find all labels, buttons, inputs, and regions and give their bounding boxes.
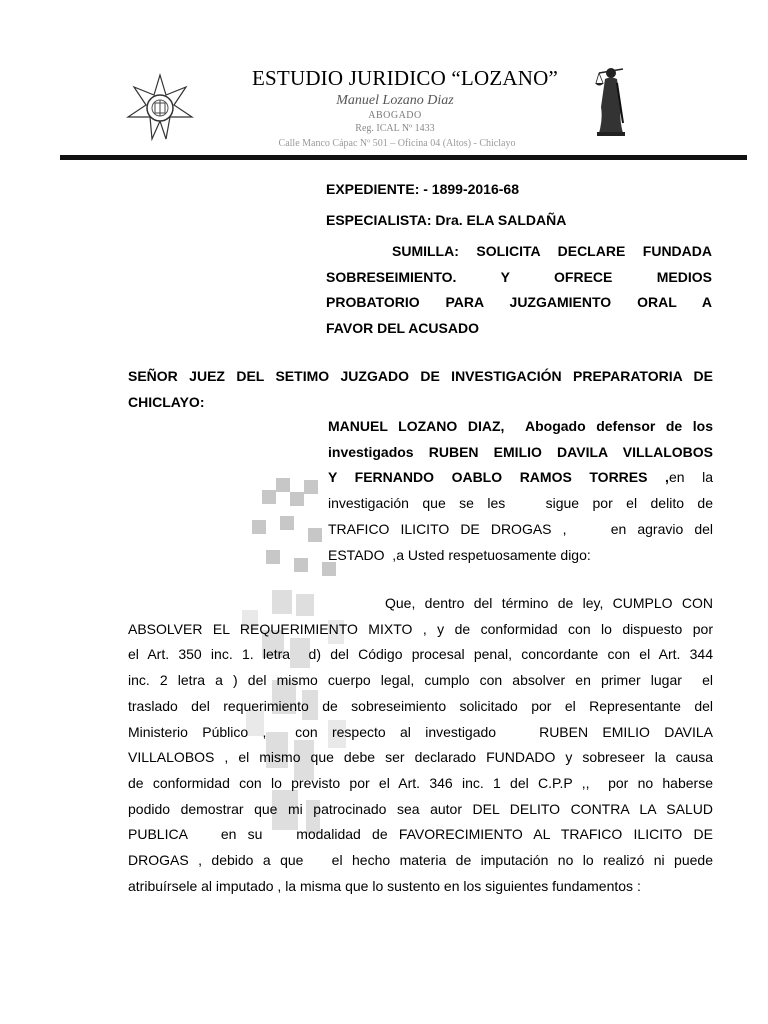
sumilla-line: FAVOR DEL ACUSADO xyxy=(326,319,479,336)
body-line: podido demostrar que mi patrocinado sea autor DEL DELITO CONTRA LA SALUD xyxy=(128,800,713,817)
intro-line xyxy=(328,440,713,466)
lady-justice-icon xyxy=(593,63,629,137)
intro-bold: investigados RUBEN EMILIO DAVILA VILLALOBOS xyxy=(328,443,713,460)
sumilla-line: SOBRESEIMIENTO. Y OFRECE MEDIOS xyxy=(326,268,712,285)
body-line: Ministerio Público , con respecto al investigado RUBEN EMILIO DAVILA xyxy=(128,723,713,740)
firm-name: ESTUDIO JURIDICO “LOZANO” xyxy=(252,66,558,90)
addressee-line: CHICLAYO: xyxy=(128,394,205,410)
intro-paragraph xyxy=(328,414,713,568)
lawyer-name: Manuel Lozano Diaz xyxy=(336,93,454,108)
body-paragraph xyxy=(128,591,713,899)
sumilla xyxy=(326,239,712,341)
firm-address: Calle Manco Cápac Nº 501 – Oficina 04 (Altos) - Chiclayo xyxy=(278,138,516,149)
especialista: ESPECIALISTA: Dra. ELA SALDAÑA xyxy=(326,212,567,228)
addressee-line: SEÑOR JUEZ DEL SETIMO JUZGADO DE INVESTIGACIÓN PREPARATORIA DE xyxy=(128,368,713,384)
intro-line: ESTADO ,a Usted respetuosamente digo: xyxy=(328,546,591,563)
registration-number: Reg. ICAL Nº 1433 xyxy=(355,123,435,134)
body-line: inc. 2 letra a ) del mismo cuerpo legal, cumplo con absolver en primer lugar el xyxy=(128,672,713,689)
intro-text: en la xyxy=(668,469,713,486)
body-line: ABSOLVER EL REQUERIMIENTO MIXTO , y de conformidad con lo dispuesto por xyxy=(128,620,713,637)
body-line: el Art. 350 inc. 1. letra d) del Código procesal penal, concordante con el Art. 344 xyxy=(128,646,713,663)
body-line: VILLALOBOS , el mismo que debe ser declarado FUNDADO y sobreseer la causa xyxy=(128,749,713,766)
intro-bold: MANUEL LOZANO DIAZ, Abogado defensor de los xyxy=(328,418,713,434)
sumilla-line: PROBATORIO PARA JUZGAMIENTO ORAL A xyxy=(326,294,712,310)
header-rule xyxy=(60,155,747,160)
body-line: de conformidad con lo previsto por el Art. 346 inc. 1 del C.P.P ,, por no haberse xyxy=(128,774,713,791)
body-line: DROGAS , debido a que el hecho materia de imputación no lo realizó ni puede xyxy=(128,852,713,869)
lawyer-title: ABOGADO xyxy=(368,110,422,121)
intro-line xyxy=(328,465,713,491)
body-line: Que, dentro del término de ley, CUMPLO CON xyxy=(385,595,713,611)
intro-line: investigación que se les sigue por el delito de xyxy=(328,495,713,512)
expediente-number: EXPEDIENTE: - 1899-2016-68 xyxy=(326,181,519,197)
body-line: atribuírsele al imputado , la misma que lo sustento en los siguientes fundamentos : xyxy=(128,877,641,894)
sumilla-line: SUMILLA: SOLICITA DECLARE FUNDADA xyxy=(392,243,712,259)
body-line: traslado del requerimiento de sobreseimiento solicitado por el Representante del xyxy=(128,697,713,714)
addressee xyxy=(128,363,713,415)
body-line: PUBLICA en su modalidad de FAVORECIMIENTO AL TRAFICO ILICITO DE xyxy=(128,826,713,843)
intro-line: TRAFICO ILICITO DE DROGAS , en agravio del xyxy=(328,520,713,537)
intro-line xyxy=(328,414,713,440)
intro-bold: Y FERNANDO OABLO RAMOS TORRES , xyxy=(328,469,669,486)
